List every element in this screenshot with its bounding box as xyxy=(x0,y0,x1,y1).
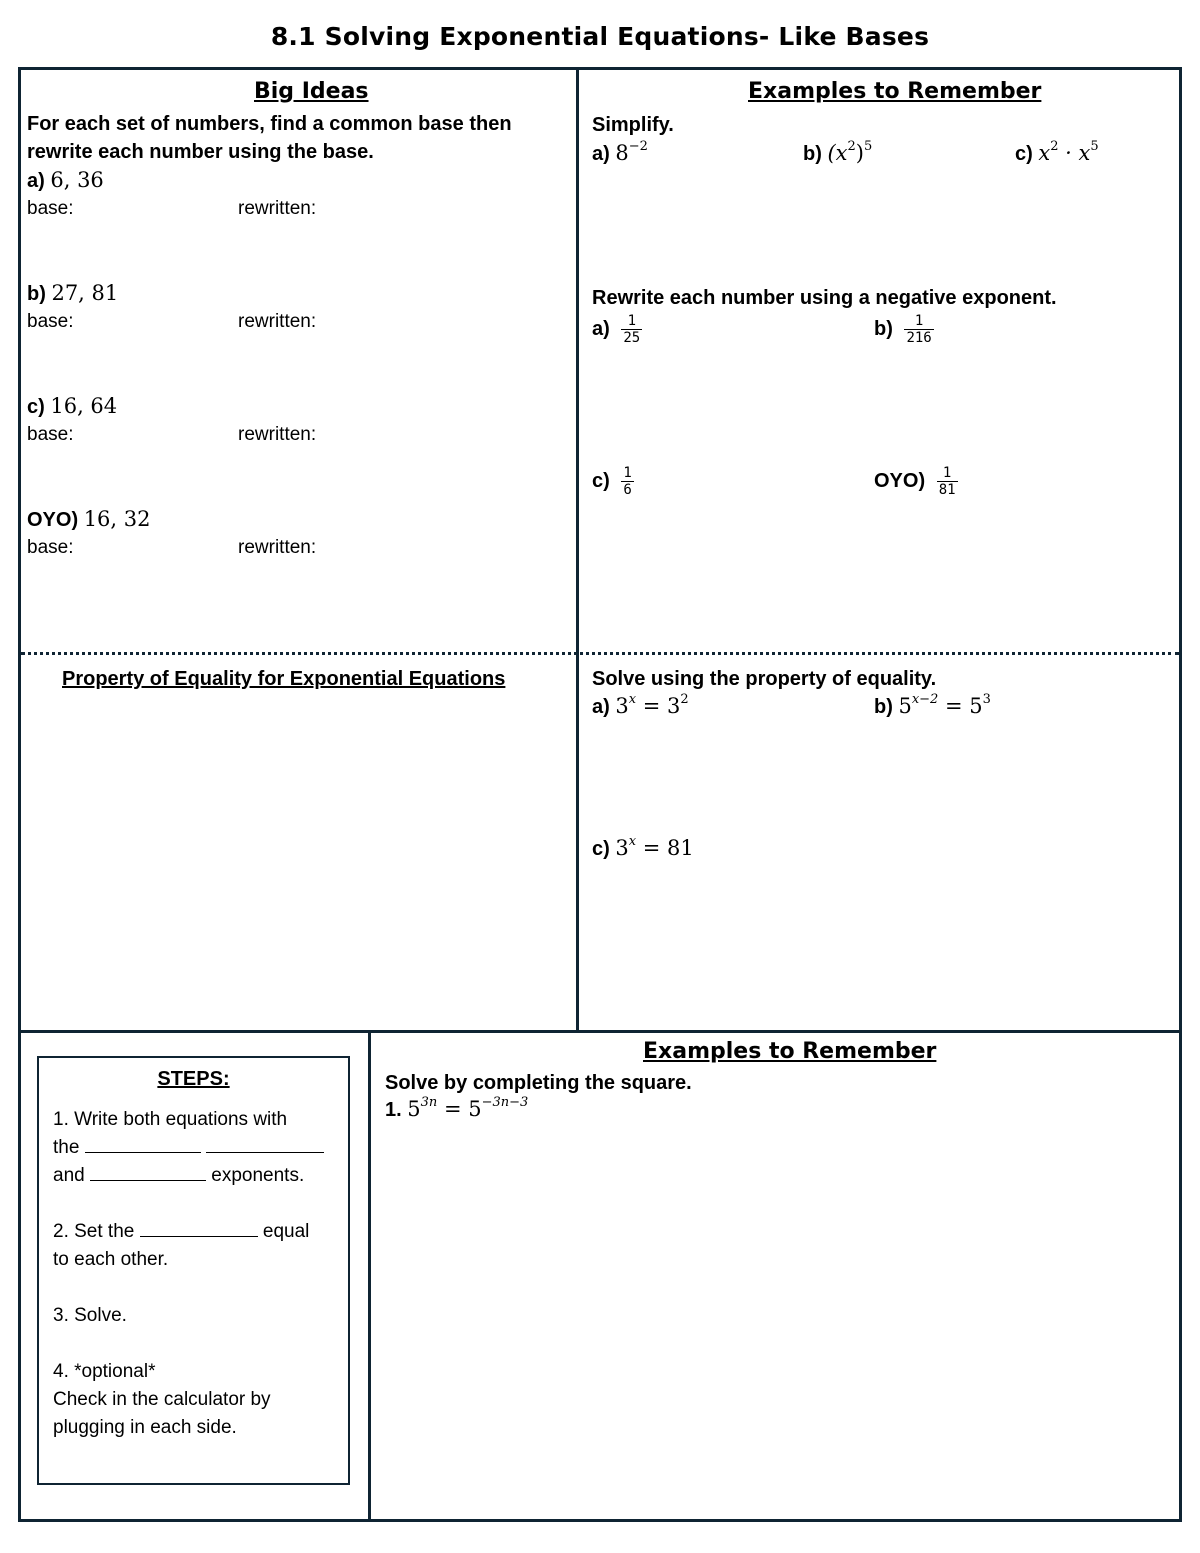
base-label: base: xyxy=(27,311,74,332)
math-base: 5 xyxy=(898,694,912,718)
math-base: 5 xyxy=(407,1097,421,1121)
fraction-item-oyo xyxy=(874,465,958,498)
equality-item-b xyxy=(874,694,991,719)
property-heading: Property of Equality for Exponential Equations xyxy=(62,668,506,690)
math-exponent: 2 xyxy=(680,692,689,707)
denominator: 6 xyxy=(623,482,632,498)
item-label: c) xyxy=(592,838,610,860)
math-exponent: 2 xyxy=(1050,139,1059,154)
rewritten-label: rewritten: xyxy=(238,311,317,332)
base-label: base: xyxy=(27,198,74,219)
numerator: 1 xyxy=(623,465,632,481)
item-label: c) xyxy=(1015,143,1033,165)
solve-equality-instruction: Solve using the property of equality. xyxy=(592,668,937,690)
examples-top-heading: Examples to Remember xyxy=(748,79,1042,104)
math-term: · x xyxy=(1058,141,1091,165)
big-ideas-item-a xyxy=(27,168,104,193)
item-label: b) xyxy=(27,283,46,305)
step-text: the xyxy=(53,1137,80,1158)
rewritten-label: rewritten: xyxy=(238,424,317,445)
math-exponent: 5 xyxy=(863,139,873,154)
item-label: a) xyxy=(27,170,45,192)
math-exponent: −3n−3 xyxy=(481,1095,529,1110)
bottom-example-1 xyxy=(385,1097,528,1122)
step-text: exponents. xyxy=(211,1165,305,1186)
fraction xyxy=(621,313,642,346)
bottom-center-divider xyxy=(368,1032,371,1521)
math-exponent: x−2 xyxy=(911,692,939,707)
item-label: b) xyxy=(803,143,822,165)
rewritten-label: rewritten: xyxy=(238,198,317,219)
fill-in-blank xyxy=(206,1134,324,1153)
math-expression xyxy=(615,694,688,718)
math-exponent: x xyxy=(628,834,637,849)
step-4-line-1: 4. *optional* xyxy=(53,1361,156,1382)
math-exponent: −2 xyxy=(628,139,648,154)
denominator: 25 xyxy=(623,330,641,346)
steps-title: STEPS: xyxy=(157,1068,230,1090)
math-base: 8 xyxy=(615,141,629,165)
denominator: 216 xyxy=(906,330,932,346)
step-text: and xyxy=(53,1165,85,1186)
big-ideas-item-c xyxy=(27,394,117,419)
math-expression xyxy=(827,141,872,165)
big-ideas-item-b xyxy=(27,281,118,306)
denominator: 81 xyxy=(938,482,956,498)
item-label: OYO) xyxy=(27,509,79,531)
item-label: a) xyxy=(592,317,610,340)
big-ideas-item-oyo xyxy=(27,507,150,532)
equality-item-a xyxy=(592,694,689,719)
math-expression xyxy=(615,836,693,860)
fraction-item-b xyxy=(874,313,934,346)
item-label: b) xyxy=(874,317,893,340)
math-base: (x xyxy=(827,141,848,165)
math-exponent: 5 xyxy=(1090,139,1099,154)
math-expression xyxy=(898,694,990,718)
item-numbers: 16, 32 xyxy=(83,507,151,531)
step-text: 2. Set the xyxy=(53,1221,135,1242)
item-label: c) xyxy=(27,396,45,418)
rewrite-instruction: Rewrite each number using a negative exponent. xyxy=(592,287,1057,309)
step-4-line-3: plugging in each side. xyxy=(53,1417,237,1438)
big-ideas-heading: Big Ideas xyxy=(254,79,369,104)
base-label: base: xyxy=(27,424,74,445)
math-expression xyxy=(615,141,648,165)
completing-square-instruction: Solve by completing the square. xyxy=(385,1072,692,1094)
simplify-item-c xyxy=(1015,141,1099,166)
examples-bottom-heading: Examples to Remember xyxy=(643,1039,937,1064)
math-close-paren: ) xyxy=(855,141,864,165)
numerator: 1 xyxy=(914,313,924,329)
step-1-line-3 xyxy=(53,1162,304,1190)
item-label: c) xyxy=(592,469,610,492)
math-term: x xyxy=(1038,141,1051,165)
math-expression xyxy=(1038,141,1098,165)
math-base: 3 xyxy=(615,836,629,860)
simplify-instruction: Simplify. xyxy=(592,114,674,136)
math-equals: = 81 xyxy=(636,836,694,860)
item-label: b) xyxy=(874,696,893,718)
base-label: base: xyxy=(27,537,74,558)
math-exponent: 3 xyxy=(982,692,991,707)
fraction xyxy=(621,465,633,498)
big-ideas-instruction-line2: rewrite each number using the base. xyxy=(27,141,374,163)
step-4-line-2: Check in the calculator by xyxy=(53,1389,271,1410)
dotted-divider xyxy=(21,652,1179,655)
step-3: 3. Solve. xyxy=(53,1305,127,1326)
fill-in-blank xyxy=(140,1218,258,1237)
fraction-item-a xyxy=(592,313,642,346)
step-2-line-2: to each other. xyxy=(53,1249,169,1270)
math-inner-exponent: 2 xyxy=(847,139,856,154)
fill-in-blank xyxy=(85,1134,201,1153)
math-equals: = 3 xyxy=(636,694,681,718)
item-numbers: 27, 81 xyxy=(51,281,119,305)
page-title: 8.1 Solving Exponential Equations- Like Bases xyxy=(270,22,930,51)
item-numbers: 6, 36 xyxy=(50,168,104,192)
math-exponent: x xyxy=(628,692,637,707)
item-label: OYO) xyxy=(874,469,926,492)
math-equals: = 5 xyxy=(938,694,983,718)
item-numbers: 16, 64 xyxy=(50,394,118,418)
steps-box xyxy=(37,1056,350,1485)
numerator: 1 xyxy=(627,313,636,329)
fraction xyxy=(937,465,958,498)
simplify-item-b xyxy=(803,141,872,166)
fraction-item-c xyxy=(592,465,634,498)
big-ideas-instruction-line1: For each set of numbers, find a common base then xyxy=(27,113,512,135)
item-label: 1. xyxy=(385,1099,402,1121)
equality-item-c xyxy=(592,836,694,861)
fraction xyxy=(904,313,933,346)
top-center-divider xyxy=(576,69,579,1032)
bottom-section-divider xyxy=(21,1030,1179,1033)
math-expression xyxy=(407,1097,528,1121)
item-label: a) xyxy=(592,696,610,718)
step-2-line-1 xyxy=(53,1218,309,1246)
step-1-line-1: 1. Write both equations with xyxy=(53,1109,288,1130)
step-text: equal xyxy=(262,1221,310,1242)
simplify-item-a xyxy=(592,141,648,166)
math-equals: = 5 xyxy=(437,1097,482,1121)
step-1-line-2 xyxy=(53,1134,324,1162)
rewritten-label: rewritten: xyxy=(238,537,317,558)
fill-in-blank xyxy=(90,1162,206,1181)
item-label: a) xyxy=(592,143,610,165)
numerator: 1 xyxy=(942,465,952,481)
math-exponent: 3n xyxy=(420,1095,438,1110)
math-base: 3 xyxy=(615,694,629,718)
